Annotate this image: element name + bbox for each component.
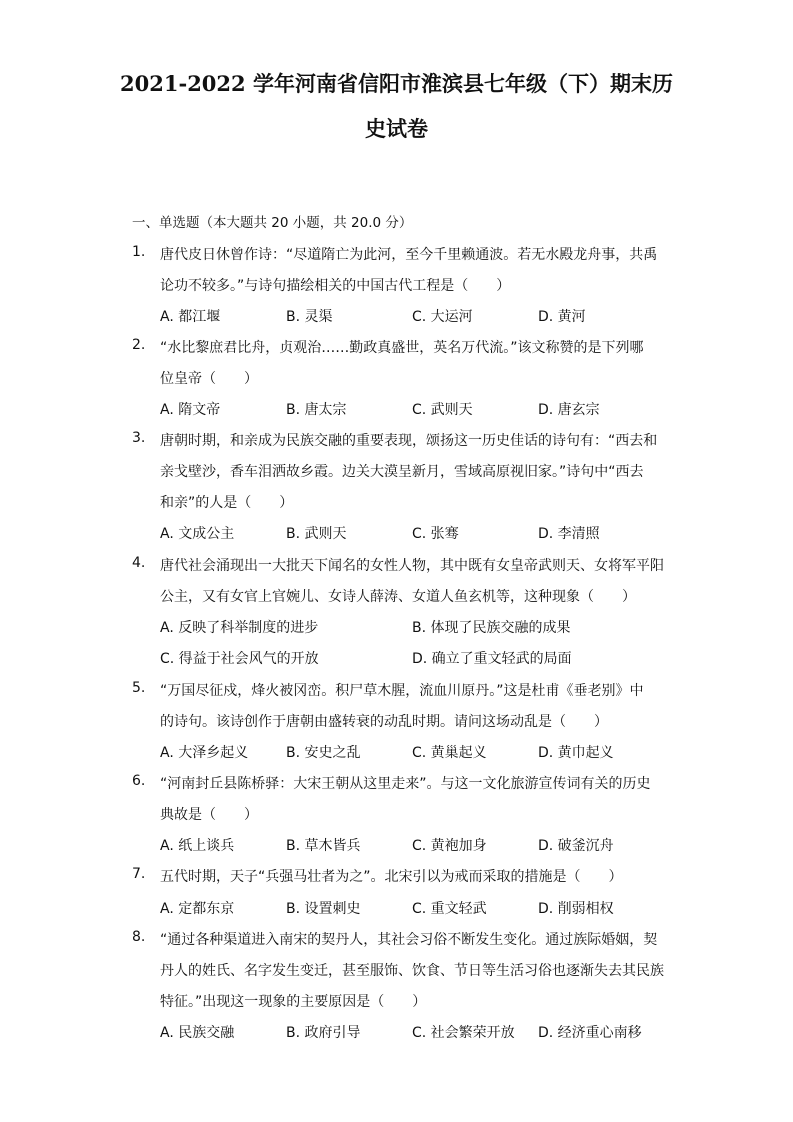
- options-row: [160, 835, 680, 855]
- options-row: [160, 617, 680, 637]
- question-number: 4.: [132, 555, 146, 571]
- question-text-line: 唐代社会涌现出一大批天下闻名的女性人物，其中既有女皇帝武则天、女将军平阳: [160, 558, 664, 574]
- option-a: A. 纸上谈兵: [160, 838, 235, 854]
- options-row: [160, 648, 680, 668]
- option-d: D. 经济重心南移: [538, 1025, 642, 1041]
- option-b: B. 武则天: [286, 526, 347, 542]
- section-heading: 一、单选题（本大题共 20 小题，共 20.0 分）: [132, 215, 413, 231]
- option-d: D. 黄巾起义: [538, 745, 614, 761]
- option-d: D. 削弱相权: [538, 901, 614, 917]
- question-number: 7.: [132, 866, 146, 882]
- option-d: D. 黄河: [538, 309, 586, 325]
- options-row: [160, 1022, 680, 1042]
- exam-title-line-1: 2021-2022 学年河南省信阳市淮滨县七年级（下）期末历: [120, 71, 673, 96]
- question-text-line: 公主，又有女官上官婉儿、女诗人薛涛、女道人鱼玄机等，这种现象（ ）: [160, 589, 636, 605]
- question-text-line: “河南封丘县陈桥驿：大宋王朝从这里走来”。与这一文化旅游宣传词有关的历史: [160, 776, 651, 792]
- option-b: B. 草木皆兵: [286, 838, 361, 854]
- question-text-line: 唐朝时期，和亲成为民族交融的重要表现，颂扬这一历史佳话的诗句有：“西去和: [160, 433, 658, 449]
- question-number: 6.: [132, 773, 146, 789]
- question-number: 5.: [132, 680, 146, 696]
- option-a: A. 都江堰: [160, 309, 221, 325]
- option-d: D. 确立了重文轻武的局面: [412, 651, 572, 667]
- question-number: 8.: [132, 929, 146, 945]
- question-number: 2.: [132, 337, 146, 353]
- question-text-line: 和亲”的人是（ ）: [160, 495, 294, 511]
- options-row: [160, 898, 680, 918]
- question-number: 1.: [132, 244, 146, 260]
- question-text-line: 典故是（ ）: [160, 807, 258, 823]
- question-text-line: 的诗句。该诗创作于唐朝由盛转衰的动乱时期。请问这场动乱是（ ）: [160, 714, 608, 730]
- exam-title-line-2: 史试卷: [365, 116, 428, 141]
- option-c: C. 大运河: [412, 309, 473, 325]
- option-c: C. 重文轻武: [412, 901, 487, 917]
- option-b: B. 灵渠: [286, 309, 333, 325]
- option-a: A. 大泽乡起义: [160, 745, 249, 761]
- option-d: D. 李清照: [538, 526, 600, 542]
- question-text-line: 论功不较多。”与诗句描绘相关的中国古代工程是（ ）: [160, 278, 511, 294]
- option-a: A. 隋文帝: [160, 402, 221, 418]
- question-text-line: 丹人的姓氏、名字发生变迁，甚至服饰、饮食、节日等生活习俗也逐渐失去其民族: [160, 963, 664, 979]
- options-row: [160, 742, 680, 762]
- option-c: C. 武则天: [412, 402, 473, 418]
- question-text-line: 亲戈壁沙，香车泪洒故乡霞。边关大漠呈新月，雪域高原视旧家。”诗句中“西去: [160, 464, 644, 480]
- option-c: C. 张骞: [412, 526, 459, 542]
- option-a: A. 定都东京: [160, 901, 235, 917]
- question-text-line: “通过各种渠道进入南宋的契丹人，其社会习俗不断发生变化。通过族际婚姻，契: [160, 932, 658, 948]
- option-b: B. 体现了民族交融的成果: [412, 620, 571, 636]
- option-d: D. 破釜沉舟: [538, 838, 614, 854]
- option-b: B. 设置刺史: [286, 901, 361, 917]
- question-text-line: 五代时期，天子“兵强马壮者为之”。北宋引以为戒而采取的措施是（ ）: [160, 869, 623, 885]
- options-row: [160, 306, 680, 326]
- question-text-line: “万国尽征戍，烽火被冈峦。积尸草木腥，流血川原丹。”这是杜甫《垂老别》中: [160, 683, 644, 699]
- option-b: B. 政府引导: [286, 1025, 361, 1041]
- option-d: D. 唐玄宗: [538, 402, 600, 418]
- option-a: A. 反映了科举制度的进步: [160, 620, 319, 636]
- question-text-line: 特征。”出现这一现象的主要原因是（ ）: [160, 994, 427, 1010]
- option-a: A. 民族交融: [160, 1025, 235, 1041]
- question-number: 3.: [132, 430, 146, 446]
- option-c: C. 得益于社会风气的开放: [160, 651, 319, 667]
- option-c: C. 黄巢起义: [412, 745, 487, 761]
- option-a: A. 文成公主: [160, 526, 235, 542]
- question-text-line: “水比黎庶君比舟，贞观治……勤政真盛世，英名万代流。”该文称赞的是下列哪: [160, 340, 644, 356]
- question-text-line: 唐代皮日休曾作诗：“尽道隋亡为此河，至今千里赖通波。若无水殿龙舟事，共禹: [160, 247, 658, 263]
- option-b: B. 安史之乱: [286, 745, 361, 761]
- options-row: [160, 399, 680, 419]
- option-c: C. 黄袍加身: [412, 838, 487, 854]
- options-row: [160, 523, 680, 543]
- option-c: C. 社会繁荣开放: [412, 1025, 515, 1041]
- question-text-line: 位皇帝（ ）: [160, 371, 258, 387]
- option-b: B. 唐太宗: [286, 402, 347, 418]
